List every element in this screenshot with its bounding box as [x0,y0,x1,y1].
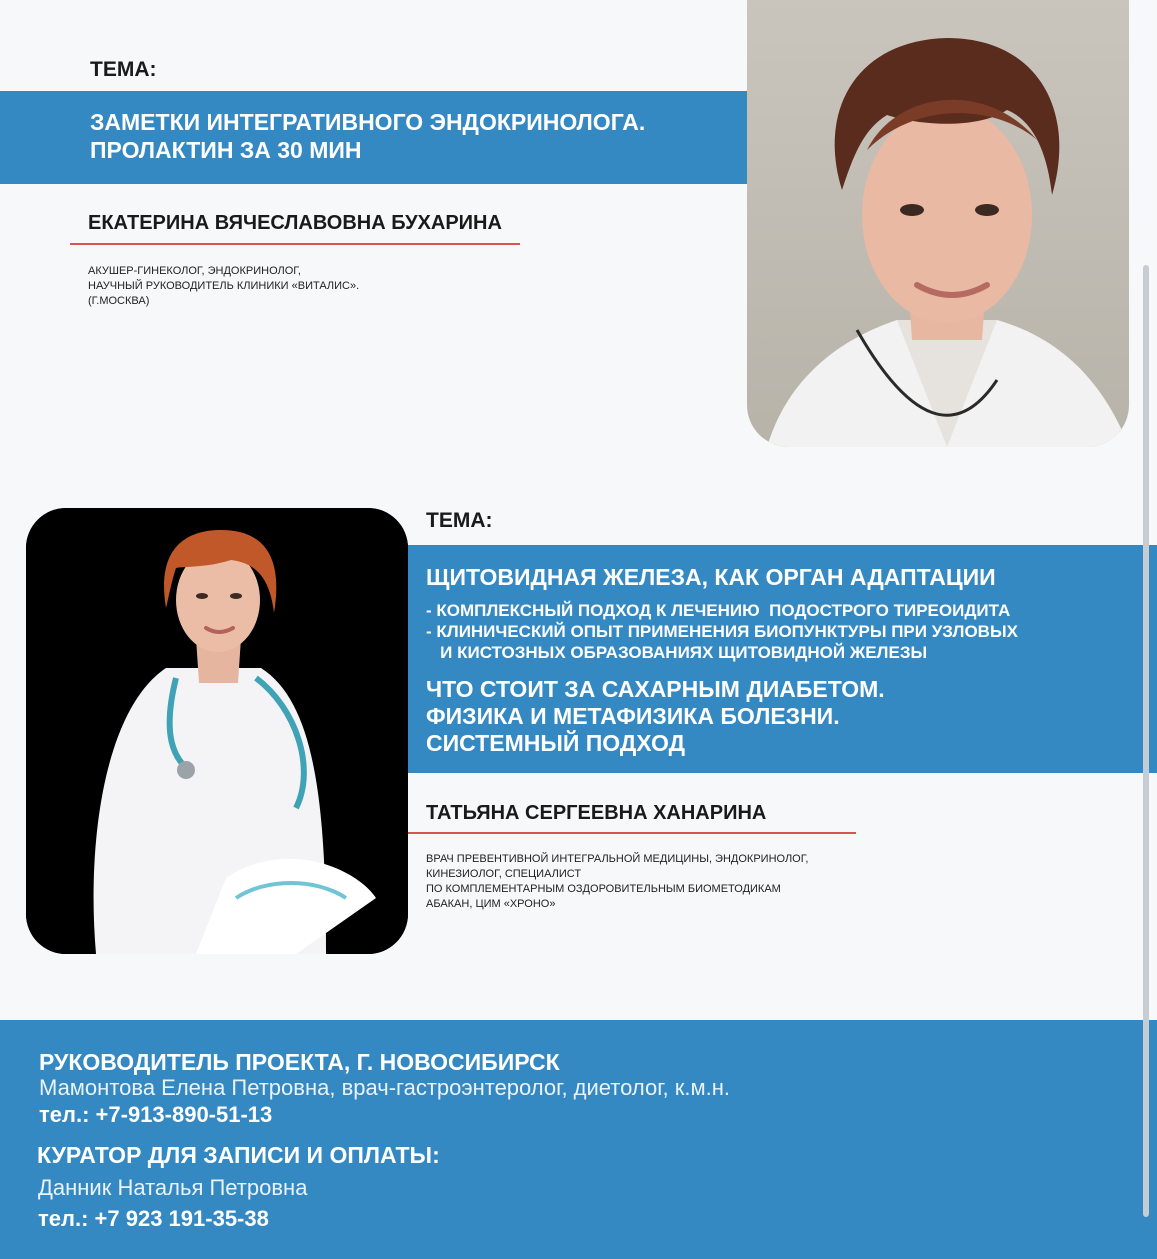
speaker2-bullets [426,600,1126,663]
speaker2-description [426,852,946,912]
speaker1-name: ЕКАТЕРИНА ВЯЧЕСЛАВОВНА БУХАРИНА [88,212,502,234]
speaker2-bullet2: - КЛИНИЧЕСКИЙ ОПЫТ ПРИМЕНЕНИЯ БИОПУНКТУРЫ ПРИ УЗЛОВЫХ [426,622,1018,641]
speaker1-portrait-illustration [747,0,1129,447]
speaker2-name: ТАТЬЯНА СЕРГЕЕВНА ХАНАРИНА [426,802,767,824]
speaker2-topic2-line1: ЧТО СТОИТ ЗА САХАРНЫМ ДИАБЕТОМ. [426,676,885,702]
speaker2-desc-line4: АБАКАН, ЦИМ «ХРОНО» [426,898,556,910]
speaker1-topic-line2: ПРОЛАКТИН ЗА 30 МИН [90,137,362,163]
speaker2-bullet1: - КОМПЛЕКСНЫЙ ПОДХОД К ЛЕЧЕНИЮ ПОДОСТРОГО ТИРЕОИДИТА [426,601,1011,620]
speaker1-photo [747,0,1129,447]
speaker1-tema-label: ТЕМА: [90,58,157,81]
speaker2-portrait-illustration [26,508,408,954]
speaker1-topic-line1: ЗАМЕТКИ ИНТЕГРАТИВНОГО ЭНДОКРИНОЛОГА. [90,109,646,135]
vertical-scrollbar[interactable] [1143,265,1149,1217]
speaker1-desc-line1: АКУШЕР-ГИНЕКОЛОГ, ЭНДОКРИНОЛОГ, [88,265,301,277]
speaker1-desc-line2: НАУЧНЫЙ РУКОВОДИТЕЛЬ КЛИНИКИ «ВИТАЛИС». [88,280,360,292]
speaker1-topic [90,108,740,164]
speaker1-description [88,264,588,309]
project-lead-name: Мамонтова Елена Петровна, врач-гастроэнтеролог, диетолог, к.м.н. [39,1075,731,1100]
speaker2-topic2-line3: СИСТЕМНЫЙ ПОДХОД [426,730,685,756]
speaker2-bullet3: И КИСТОЗНЫХ ОБРАЗОВАНИЯХ ЩИТОВИДНОЙ ЖЕЛЕЗЫ [426,643,928,662]
speaker2-desc-line3: ПО КОМПЛЕМЕНТАРНЫМ ОЗДОРОВИТЕЛЬНЫМ БИОМЕТОДИКАМ [426,883,781,895]
speaker2-desc-line1: ВРАЧ ПРЕВЕНТИВНОЙ ИНТЕГРАЛЬНОЙ МЕДИЦИНЫ, ЭНДОКРИНОЛОГ, [426,853,809,865]
speaker2-topic2 [426,676,1126,757]
curator-heading: КУРАТОР ДЛЯ ЗАПИСИ И ОПЛАТЫ: [37,1142,440,1168]
project-lead-phone[interactable]: тел.: +7-913-890-51-13 [39,1102,273,1127]
speaker2-topic2-line2: ФИЗИКА И МЕТАФИЗИКА БОЛЕЗНИ. [426,703,840,729]
speaker2-desc-line2: КИНЕЗИОЛОГ, СПЕЦИАЛИСТ [426,868,582,880]
speaker2-name-underline [408,832,856,834]
curator-name: Данник Наталья Петровна [38,1175,308,1200]
speaker2-tema-label: ТЕМА: [426,509,493,532]
speaker2-topic1: ЩИТОВИДНАЯ ЖЕЛЕЗА, КАК ОРГАН АДАПТАЦИИ [426,564,996,590]
speaker1-name-underline [70,243,520,245]
curator-phone[interactable]: тел.: +7 923 191-35-38 [38,1206,269,1231]
speaker1-desc-line3: (Г.МОСКВА) [88,295,150,307]
speaker2-photo [26,508,408,954]
project-lead-heading: РУКОВОДИТЕЛЬ ПРОЕКТА, Г. НОВОСИБИРСК [39,1049,560,1075]
